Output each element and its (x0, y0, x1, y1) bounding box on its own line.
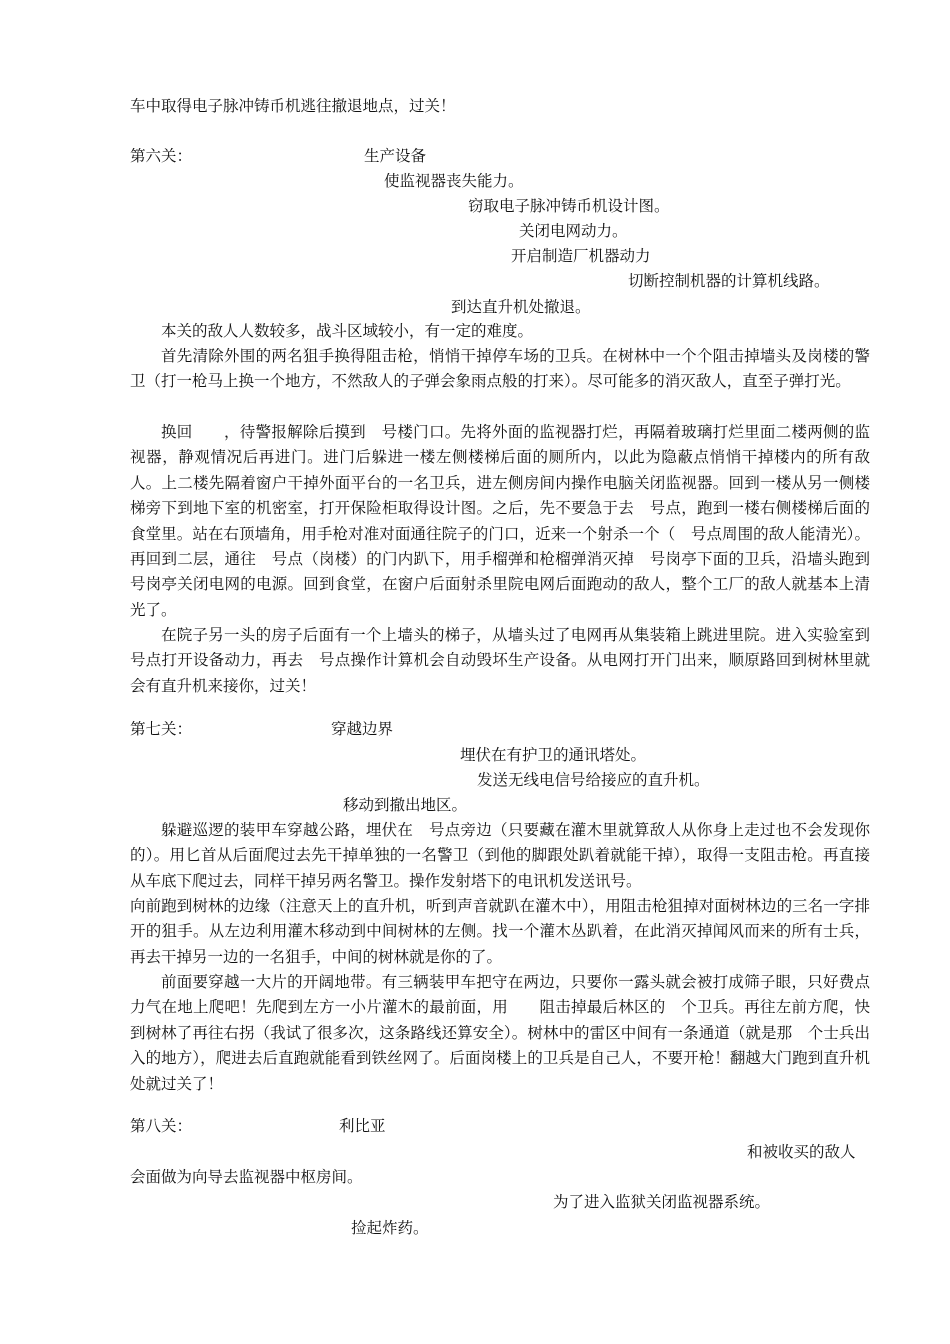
objective-line: 使监视器丧失能力。 (384, 172, 524, 190)
level-6-title: 生产设备 (364, 147, 427, 165)
paragraph: 向前跑到树林的边缘（注意天上的直升机，听到声音就趴在灌木中），用阻击枪狙掉对面树林边的三名一字排开的狙手。从左边利用灌木移动到中间树林的左侧。找一个灌木丛趴着，在此消灭掉闻风而来的所有士兵，再去干掉另一边的一名狙手，中间的树林就是你的了。 (130, 897, 870, 966)
level-8-heading: 第八关： (130, 1117, 193, 1135)
paragraph: 前面要穿越一大片的开阔地带。有三辆装甲车把守在两边，只要你一露头就会被打成筛子眼，只好费点力气在地上爬吧！先爬到左方一小片灌木的最前面，用 阻击掉最后林区的 个卫兵。再往左前方爬，快到树林了再往右拐（我试了很多次，这条路线还算安全）。树林中的雷区中间有一条通道（就是那 个士兵出入的地方），爬进去后直跑就能看到铁丝网了。后面岗楼上的卫兵是自己人，不要开枪！翻越大门跑到直升机处就过关了！ (130, 973, 870, 1093)
objective-line: 开启制造厂机器动力 (511, 247, 651, 265)
paragraph: 首先清除外围的两名狙手换得阻击枪，悄悄干掉停车场的卫兵。在树林中一个个阻击掉墙头及岗楼的警卫（打一枪马上换一个地方，不然敌人的子弹会象雨点般的打来）。尽可能多的消灭敌人，直至子弹打光。 (130, 347, 870, 391)
level-8-title: 利比亚 (339, 1117, 386, 1135)
objective-line: 会面做为向导去监视器中枢房间。 (130, 1168, 363, 1186)
paragraph: 躲避巡逻的装甲车穿越公路，埋伏在 号点旁边（只要藏在灌木里就算敌人从你身上走过也不会发现你的）。用匕首从后面爬过去先干掉单独的一名警卫（到他的脚跟处趴着就能干掉），取得一支阻击枪。再直接从车底下爬过去，同样干掉另两名警卫。操作发射塔下的电讯机发送讯号。 (130, 821, 870, 890)
objective-line: 捡起炸药。 (351, 1219, 429, 1237)
objective-line: 发送无线电信号给接应的直升机。 (477, 771, 710, 789)
text-line: 车中取得电子脉冲铸币机逃往撤退地点，过关！ (130, 97, 456, 115)
objective-line: 埋伏在有护卫的通讯塔处。 (460, 746, 647, 764)
paragraph: 换回 ，待警报解除后摸到 号楼门口。先将外面的监视器打烂，再隔着玻璃打烂里面二楼两侧的监视器，静观情况后再进门。进门后躲进一楼左侧楼梯后面的厕所内，以此为隐蔽点悄悄干掉楼内的所有敌人。上二楼先隔着窗户干掉外面平台的一名卫兵，进左侧房间内操作电脑关闭监视器。回到一楼从另一侧楼梯旁下到地下室的机密室，打开保险柜取得设计图。之后，先不要急于去 号点，跑到一楼右侧楼梯后面的食堂里。站在右顶墙角，用手枪对准对面通往院子的门口，近来一个射杀一个（ 号点周围的敌人能清光）。再回到二层，通往 号点（岗楼）的门内趴下，用手榴弹和枪榴弹消灭掉 号岗亭下面的卫兵，沿墙头跑到 号岗亭关闭电网的电源。回到食堂，在窗户后面射杀里院电网后面跑动的敌人，整个工厂的敌人就基本上清光了。 (130, 423, 886, 619)
paragraph: 在院子另一头的房子后面有一个上墙头的梯子，从墙头过了电网再从集装箱上跳进里院。进入实验室到 号点打开设备动力，再去 号点操作计算机会自动毁坏生产设备。从电网打开门出来，顺原路回到树林里就会有直升机来接你，过关！ (130, 626, 886, 695)
level-7-heading: 第七关： (130, 720, 193, 738)
objective-line: 为了进入监狱关闭监视器系统。 (553, 1193, 771, 1211)
level-6-heading: 第六关： (130, 147, 193, 165)
objective-line: 和被收买的敌人 (747, 1143, 856, 1161)
paragraph: 本关的敌人人数较多，战斗区域较小，有一定的难度。 (161, 322, 534, 340)
objective-line: 移动到撤出地区。 (343, 796, 468, 814)
objective-line: 切断控制机器的计算机线路。 (628, 272, 830, 290)
objective-line: 到达直升机处撤退。 (451, 298, 591, 316)
objective-line: 关闭电网动力。 (519, 222, 628, 240)
objective-line: 窃取电子脉冲铸币机设计图。 (468, 197, 670, 215)
level-7-title: 穿越边界 (331, 720, 394, 738)
